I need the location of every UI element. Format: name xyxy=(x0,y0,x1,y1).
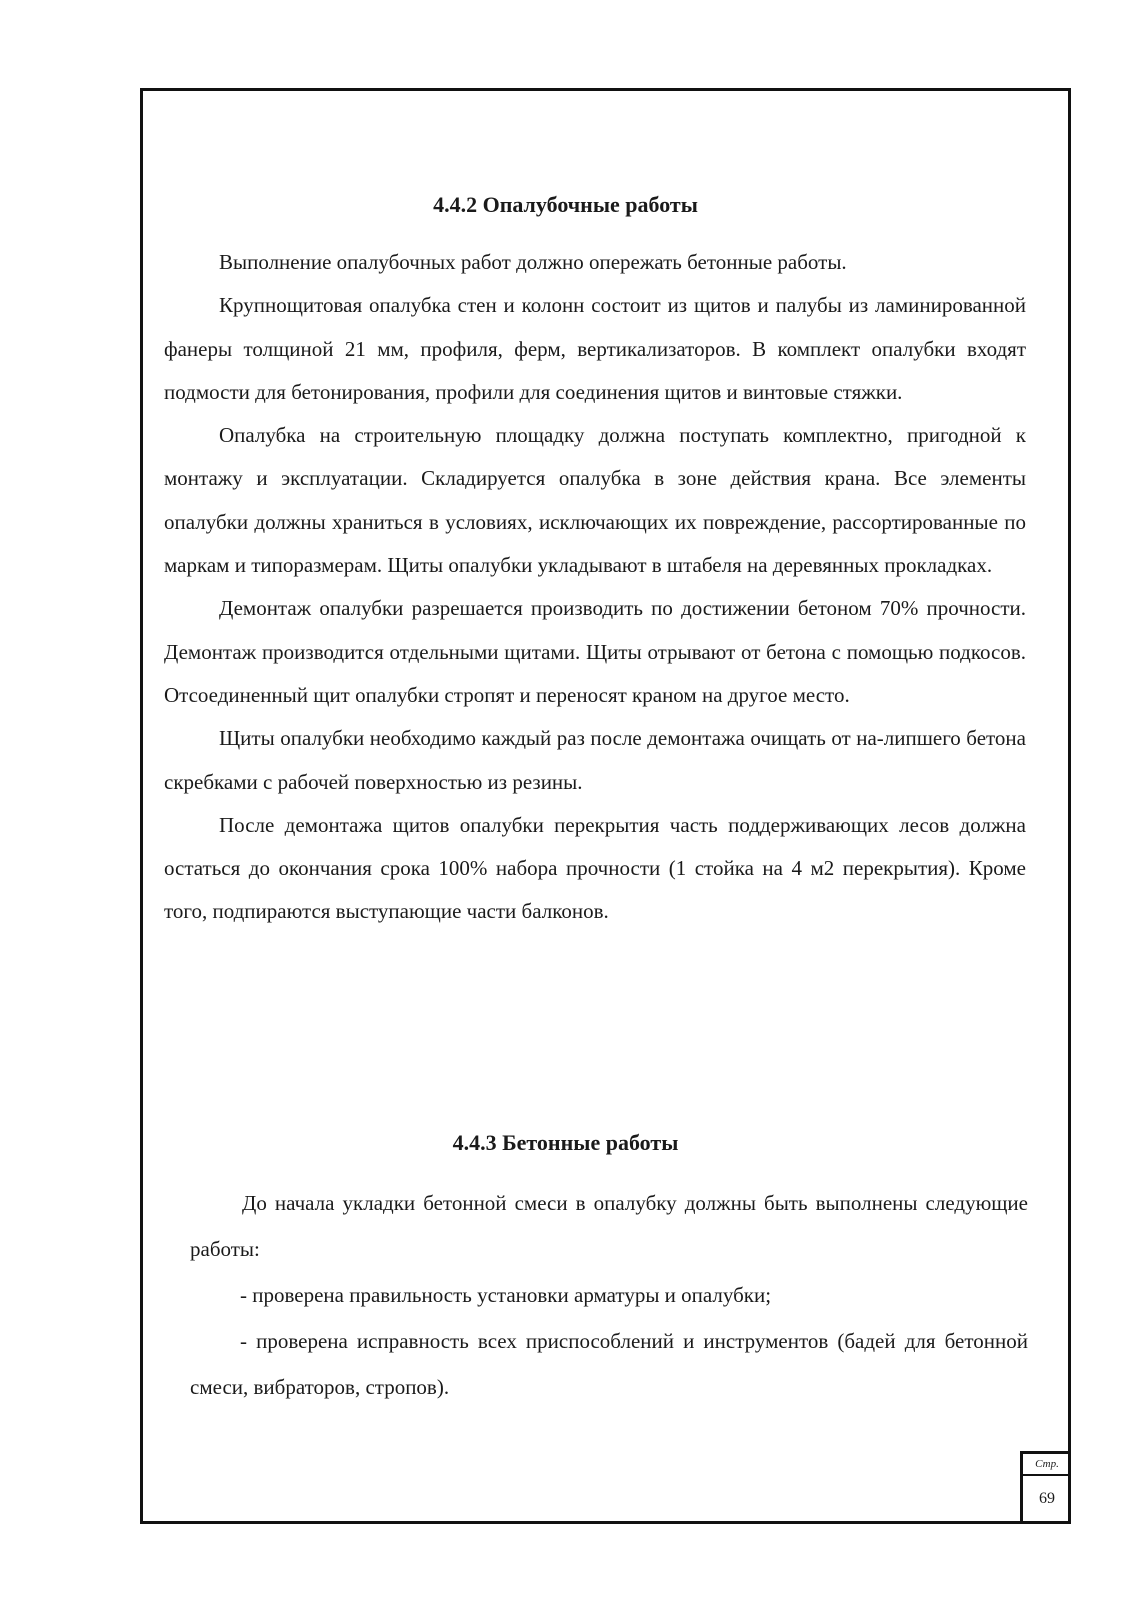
list-item: - проверена исправность всех приспособлений и инструментов (бадей для бетонной смеси, вибраторов, стропов). xyxy=(190,1329,1028,1399)
list-item: - проверена правильность установки арматуры и опалубки; xyxy=(240,1283,772,1307)
section-heading-formwork: 4.4.2 Опалубочные работы xyxy=(433,192,698,217)
section-heading-concrete: 4.4.3 Бетонные работы xyxy=(452,1130,679,1155)
paragraph: Демонтаж опалубки разрешается производить по достижении бетоном 70% прочности. Демонтаж производится отдельными щитами. Щиты отрывают от бетона с помощью подкосов. Отсоединенный щит опалубки стропят и переносят краном на другое место. xyxy=(164,596,1026,707)
paragraph: После демонтажа щитов опалубки перекрытия часть поддерживающих лесов должна остаться до окончания срока 100% набора прочности (1 стойка на 4 м2 перекрытия). Кроме того, подпираются выступающие части балконов. xyxy=(164,812,1026,924)
formwork-section-body xyxy=(164,241,1026,934)
concrete-section-body xyxy=(190,1180,1028,1410)
paragraph: Крупнощитовая опалубка стен и колонн состоит из щитов и палубы из ламинированной фанеры толщиной 21 мм, профиля, ферм, вертикализаторов. В комплект опалубки входят подмости для бетонирования, профили для соединения щитов и винтовые стяжки. xyxy=(164,293,1026,404)
page-number-stamp xyxy=(1020,1451,1071,1524)
paragraph: Щиты опалубки необходимо каждый раз после демонтажа очищать от на-липшего бетона скребками с рабочей поверхностью из резины. xyxy=(164,726,1026,794)
page-number: 69 xyxy=(1039,1490,1055,1507)
paragraph: До начала укладки бетонной смеси в опалубку должны быть выполнены следующие работы: xyxy=(190,1191,1028,1261)
paragraph: Опалубка на строительную площадку должна поступать комплектно, пригодной к монтажу и эксплуатации. Складируется опалубка в зоне действия крана. Все элементы опалубки должны храниться в условиях, исключающих их повреждение, рассортированные по маркам и типоразмерам. Щиты опалубки укладывают в штабеля на деревянных прокладках. xyxy=(164,423,1026,578)
page-label: Стр. xyxy=(1023,1454,1071,1476)
paragraph: Выполнение опалубочных работ должно опережать бетонные работы. xyxy=(219,250,847,274)
